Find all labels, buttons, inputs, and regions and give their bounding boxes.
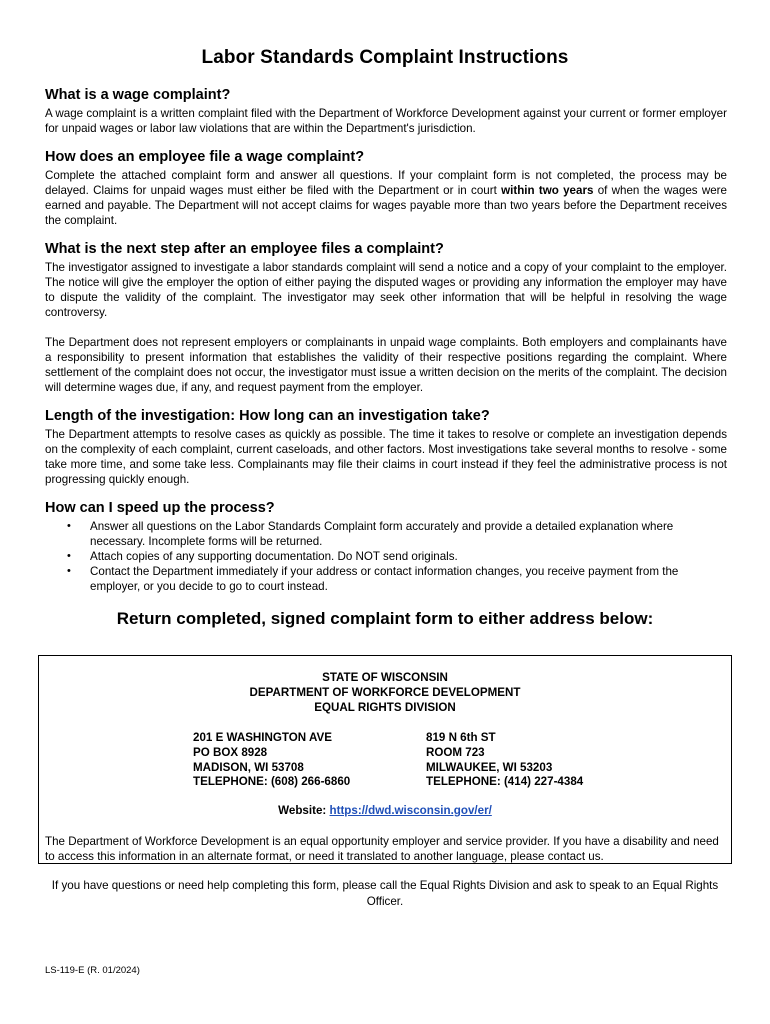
section-paragraph: The investigator assigned to investigate a labor standards complaint will send a notice and a copy of your complaint to the employer. The notice will give the employer the option of either paying the disputed wages or providing any information the employer may have to dispute the validity of the complaint. The investigator may seek other information that will be helpful in resolving the wage controversy.	[45, 261, 727, 319]
section-speed-up	[45, 499, 727, 594]
milwaukee-address	[426, 731, 583, 790]
section-paragraph: The Department attempts to resolve cases as quickly as possible. The time it takes to resolve or complete an investigation depends on the complexity of each complaint, current caseloads, and other factors. Most investigations take several months to resolve - some take more time, and some take less. Complainants may file their claims in court instead if they feel the administrative process is not progressing quickly enough.	[45, 428, 727, 486]
agency-state: STATE OF WISCONSIN	[322, 671, 448, 684]
agency-department: DEPARTMENT OF WORKFORCE DEVELOPMENT	[249, 686, 521, 699]
section-next-step	[45, 240, 727, 395]
agency-name-block	[39, 670, 731, 715]
madison-address	[193, 731, 350, 790]
bullet-icon: •	[67, 550, 71, 562]
deadline-emphasis: within two years	[501, 184, 594, 197]
agency-division: EQUAL RIGHTS DIVISION	[314, 701, 456, 714]
address-box	[38, 655, 732, 864]
equal-opportunity-statement: The Department of Workforce Development is an equal opportunity employer and service provider. If you have a disability and need to access this information in an alternate format, or need it translated to another language, please contact us.	[45, 835, 719, 863]
form-number: LS-119-E (R. 01/2024)	[45, 965, 140, 976]
website-label: Website:	[278, 804, 330, 817]
section-heading: How can I speed up the process?	[45, 500, 275, 516]
section-paragraph: The Department does not represent employers or complainants in unpaid wage complaints. Both employers and complainants have a responsibility to present information that establishes the validity of their respective positions regarding the complaint. Where settlement of the complaint does not occur, the investigator must issue a written decision on the merits of the complaint. The decision will determine wages due, if any, and request payment from the employer.	[45, 336, 727, 394]
section-paragraph: A wage complaint is a written complaint filed with the Department of Workforce Development against your current or former employer for unpaid wages or labor law violations that are within the Department's jurisdiction.	[45, 107, 727, 135]
section-paragraph	[45, 168, 727, 228]
paragraph-text: of when the wages were earned and payable. The Department will not accept claims for wages payable more than two years before the Department receives the complaint.	[45, 184, 727, 227]
address-line: 819 N 6th ST	[426, 731, 496, 744]
section-how-to-file	[45, 148, 727, 228]
list-item-text: Attach copies of any supporting documentation. Do NOT send originals.	[90, 550, 458, 563]
paragraph-text: Complete the attached complaint form and answer all questions. If your complaint form is not completed, the process may be delayed. Claims for unpaid wages must either be filed with the Department or in court	[45, 169, 727, 197]
address-line: 201 E WASHINGTON AVE	[193, 731, 332, 744]
list-item-text: Contact the Department immediately if your address or contact information changes, you receive payment from the employer, or you decide to go to court instead.	[90, 565, 679, 593]
list-item	[45, 519, 727, 549]
bullet-icon: •	[67, 520, 71, 532]
help-note: If you have questions or need help completing this form, please call the Equal Rights Division and ask to speak to an Equal Rights Officer.	[51, 879, 719, 908]
document-title: Labor Standards Complaint Instructions	[201, 47, 569, 68]
section-heading: What is the next step after an employee files a complaint?	[45, 241, 444, 257]
address-phone: TELEPHONE: (608) 266-6860	[193, 775, 351, 789]
address-line: PO BOX 8928	[193, 745, 268, 759]
list-item	[45, 549, 727, 564]
website-line	[39, 804, 731, 817]
list-item-text: Answer all questions on the Labor Standards Complaint form accurately and provide a detailed explanation where necessary. Incomplete forms will be returned.	[90, 520, 674, 548]
section-heading: What is a wage complaint?	[45, 87, 231, 103]
address-line: ROOM 723	[426, 745, 485, 759]
section-what-is-wage-complaint	[45, 86, 727, 136]
section-heading: How does an employee file a wage complaint?	[45, 149, 365, 165]
return-instructions-heading: Return completed, signed complaint form to either address below:	[116, 609, 654, 628]
address-line: MADISON, WI 53708	[193, 760, 304, 774]
bullet-icon: •	[67, 565, 71, 577]
address-phone: TELEPHONE: (414) 227-4384	[426, 775, 584, 789]
list-item	[45, 564, 727, 594]
address-line: MILWAUKEE, WI 53203	[426, 760, 553, 774]
section-investigation-length	[45, 407, 727, 487]
website-link[interactable]: https://dwd.wisconsin.gov/er/	[329, 804, 492, 817]
tips-list	[45, 519, 727, 594]
section-heading: Length of the investigation: How long can an investigation take?	[45, 408, 490, 424]
